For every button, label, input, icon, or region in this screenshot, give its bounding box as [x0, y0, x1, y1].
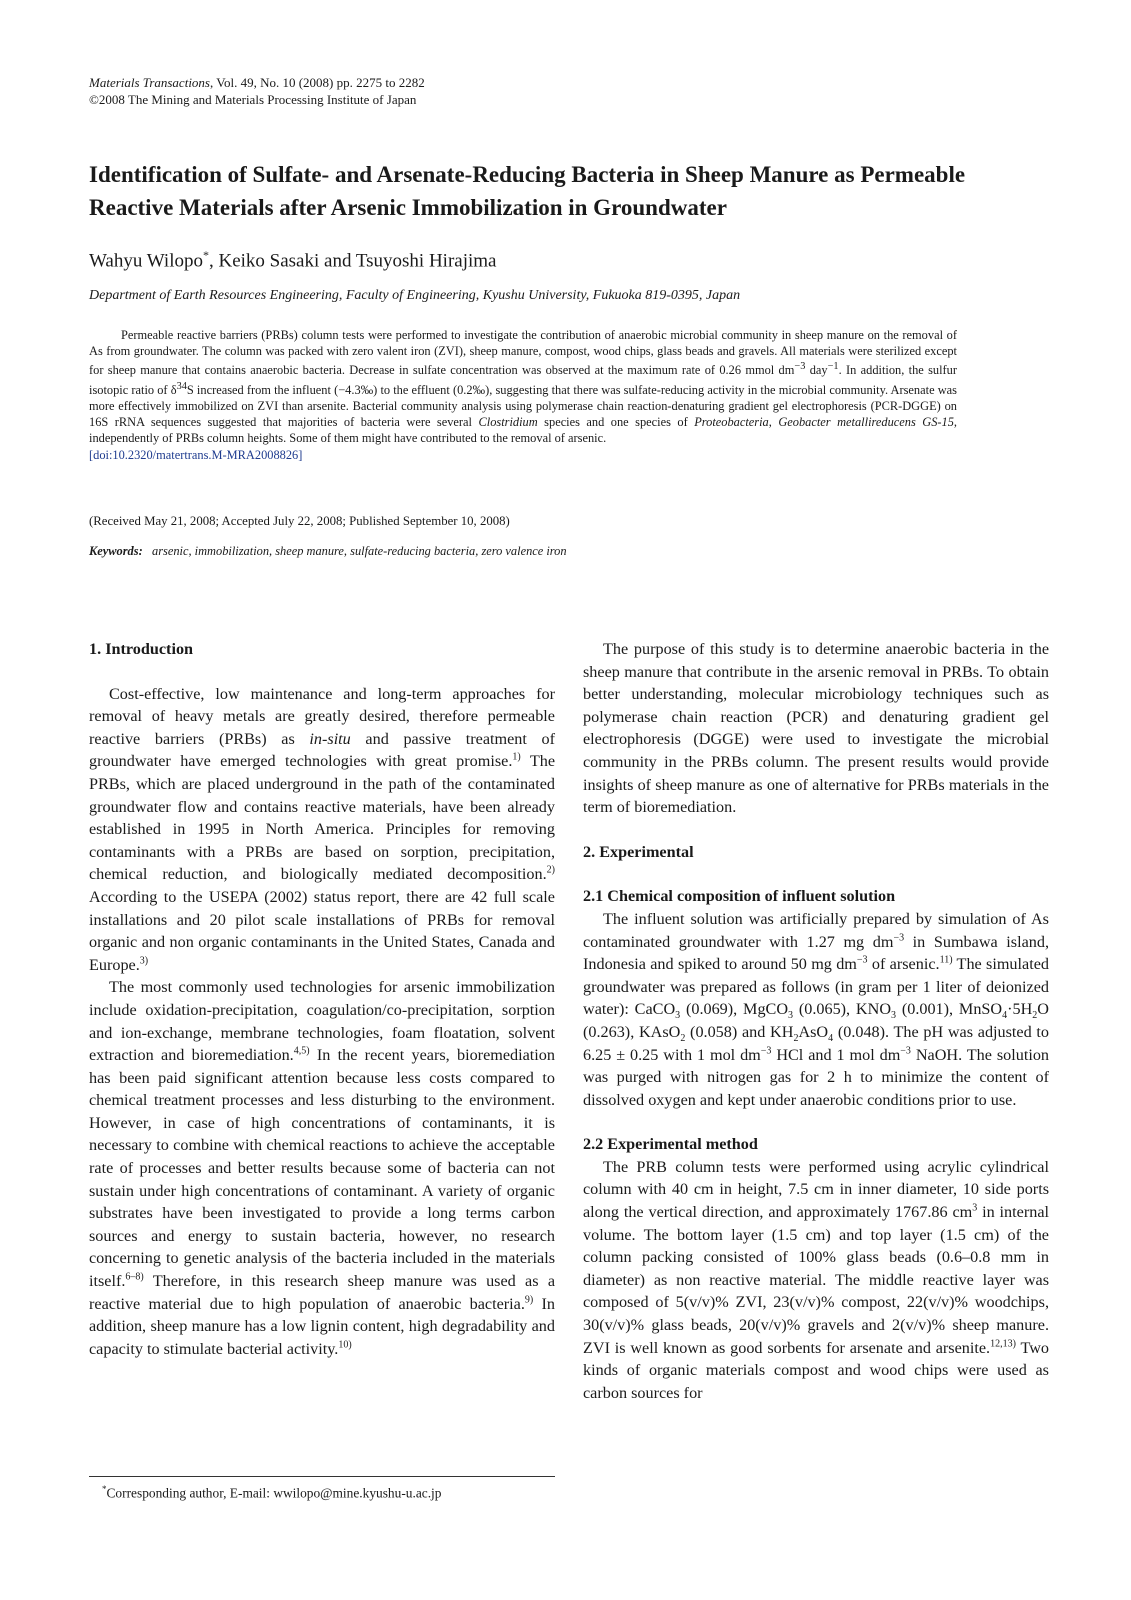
abstract-sup: −3: [794, 361, 806, 373]
body-text: HCl and 1 mol dm: [771, 1045, 901, 1064]
abstract-text: , independently of PRBs column heights. Some of them might have contributed to the removal of arsenic.: [89, 415, 958, 446]
other-authors: , Keiko Sasaki and Tsuyoshi Hirajima: [208, 250, 497, 272]
keywords-text: arsenic, immobilization, sheep manure, sulfate-reducing bacteria, zero valence iron: [152, 544, 567, 558]
journal-header: [89, 74, 425, 108]
body-text: The simulated groundwater was prepared as follows (in gram per 1 liter of deionized water): CaCO: [583, 955, 1049, 1019]
left-column: [89, 638, 555, 1360]
body-text: In addition, sheep manure has a low lignin content, high degradability and capacity to stimulate bacterial activity.: [89, 1294, 556, 1358]
section-heading-experimental: 2. Experimental: [583, 842, 694, 861]
abstract-italic: Clostridium: [478, 415, 538, 430]
affiliation: Department of Earth Resources Engineering, Faculty of Engineering, Kyushu University, Fukuoka 819-0395, Japan: [89, 288, 741, 303]
subscript: 2: [680, 1033, 686, 1045]
subscript: 3: [788, 1010, 794, 1022]
body-text: The PRBs, which are placed underground in the path of the contaminated groundwater flow and contains reactive materials, have been already established in 1995 in North America. Principles for removing contaminants with a PRBs are based on sorption, precipitation, chemical reduction, and biologically mediated decomposition.: [89, 752, 555, 884]
method-paragraph: [583, 1156, 1049, 1405]
body-text: ·5H: [1007, 1000, 1033, 1019]
citation-ref: 9): [524, 1294, 534, 1306]
intro-paragraph-1: [89, 683, 555, 977]
journal-citation: [89, 74, 425, 91]
abstract-italic: Proteobacteria: [694, 415, 769, 430]
citation-ref: 3): [139, 955, 149, 967]
abstract-sup: −1: [827, 361, 839, 373]
journal-name: Materials Transactions: [89, 75, 210, 90]
body-text: (0.001), MnSO: [896, 1000, 1003, 1019]
body-text: Two kinds of organic materials compost and wood chips were used as carbon sources for: [583, 1338, 1049, 1402]
influent-paragraph: [583, 908, 1049, 1111]
body-text: in internal volume. The bottom layer (1.5 cm) and top layer (1.5 cm) of the column packing consisted of 100% glass beads (0.6–0.8 mm in diameter) as non reactive material. The middle reactive layer was composed of 5(v/v)% ZVI, 23(v/v)% compost, 22(v/v)% woodchips, 30(v/v)% glass beads, 20(v/v)% gravels and 2(v/v)% sheep manure. ZVI is well known as good sorbents for arsenate and arsenite.: [583, 1203, 1049, 1357]
keywords: [89, 544, 567, 559]
body-text: (0.065), KNO: [793, 1000, 892, 1019]
citation-ref: 12,13): [990, 1338, 1016, 1350]
authors: [89, 243, 497, 273]
body-text: According to the USEPA (2002) status report, there are 42 full scale installations and 20 pilot scale installations of PRBs for removal organic and non organic contaminants in the United States, Canada and Europe.: [89, 887, 555, 974]
footnote-mark: *: [102, 1484, 107, 1494]
footnote-text: Corresponding author, E-mail: wwilopo@mine.kyushu-u.ac.jp: [106, 1485, 442, 1501]
superscript: 3: [972, 1202, 978, 1214]
corresponding-mark: *: [202, 248, 209, 262]
subsection-heading-2-2: 2.2 Experimental method: [583, 1135, 758, 1154]
subsection-heading-2-1: 2.1 Chemical composition of influent solution: [583, 887, 896, 906]
subscript: 4: [1002, 1010, 1008, 1022]
paper-title: Identification of Sulfate- and Arsenate-Reducing Bacteria in Sheep Manure as Permeable Reactive Materials after Arsenic Immobilization in Groundwater: [89, 162, 966, 220]
section-heading-introduction: 1. Introduction: [89, 640, 194, 658]
purpose-paragraph: The purpose of this study is to determine anaerobic bacteria in the sheep manure that contribute in the arsenic removal in PRBs. To obtain better understanding, molecular microbiology techniques such as polymerase chain reaction (PCR) and denaturing gradient gel electrophoresis (DGGE) were used to investigate the microbial community in the PRBs column. The present results would provide insights of sheep manure as one of alternative for PRBs materials in the term of bioremediation.: [583, 640, 1049, 817]
superscript: −3: [900, 1045, 911, 1057]
body-text: AsO: [798, 1022, 829, 1041]
citation-ref: 10): [338, 1339, 352, 1351]
subscript: 3: [891, 1010, 897, 1022]
volume-info: , Vol. 49, No. 10 (2008) pp. 2275 to 2282: [210, 75, 425, 90]
intro-paragraph-2: [89, 976, 555, 1360]
citation-ref: 4,5): [293, 1045, 310, 1057]
author-wilopo: Wahyu Wilopo: [89, 250, 203, 272]
subscript: 2: [1032, 1010, 1038, 1022]
body-text: The PRB column tests were performed using acrylic cylindrical column with 40 cm in height, 7.5 cm in inner diameter, 10 side ports along the vertical direction, and approximately 1767.86 cm: [583, 1157, 1049, 1222]
body-text: O (0.263), KAsO: [583, 1000, 1049, 1041]
superscript: −3: [893, 932, 905, 944]
body-text: The influent solution was artificially prepared by simulation of As contaminated groundwater with 1.27 mg dm: [583, 909, 1049, 951]
body-text: Cost-effective, low maintenance and long-term approaches for removal of heavy metals are greatly desired, therefore permeable reactive barriers (PRBs) as: [89, 684, 555, 748]
keywords-label: Keywords:: [89, 544, 143, 558]
body-text: NaOH. The solution was purged with nitrogen gas for 2 h to minimize the content of dissolved oxygen and kept under anaerobic conditions prior to use.: [583, 1045, 1050, 1109]
doi-link[interactable]: [doi:10.2320/matertrans.M-MRA2008826]: [89, 447, 303, 462]
abstract-text: day: [805, 363, 828, 378]
received-dates: (Received May 21, 2008; Accepted July 22, 2008; Published September 10, 2008): [89, 514, 510, 528]
abstract-italic: Geobacter metallireducens GS-15: [778, 415, 954, 430]
footnote-divider: [89, 1476, 555, 1477]
citation-ref: 2): [546, 864, 555, 876]
body-text: Therefore, in this research sheep manure was used as a reactive material due to high population of anaerobic bacteria.: [89, 1272, 555, 1313]
subscript: 3: [675, 1010, 681, 1022]
abstract-text: Permeable reactive barriers (PRBs) column tests were performed to investigate the contribution of anaerobic microbial community in sheep manure on the removal of As from groundwater. The column was packed with zero valent iron (ZVI), sheep manure, compost, wood chips, glass beads and gravels. All materials were sterilized except for sheep manure that contains anaerobic bacteria. Decrease in sulfate concentration was observed at the maximum rate of 0.26 mmol dm: [89, 328, 957, 378]
subscript: 2: [793, 1033, 799, 1045]
citation-ref: 11): [939, 954, 953, 966]
footnote: [102, 1484, 441, 1501]
body-text: of arsenic.: [867, 955, 940, 974]
superscript: −3: [760, 1045, 772, 1057]
citation-ref: 1): [512, 751, 521, 763]
abstract-text: ,: [768, 415, 779, 430]
superscript: −3: [856, 954, 868, 966]
copyright: ©2008 The Mining and Materials Processing Institute of Japan: [89, 92, 417, 107]
body-text: In the recent years, bioremediation has been paid significant attention because less costs compared to chemical treatment processes and less disturbing to the environment. However, in case of high concentrations of contaminants, it is necessary to combine with chemical reactions to achieve the acceptable rate of processes and better results because some of bacteria can not sustain under high concentrations of contaminant. A variety of organic substrates have been investigated to provide a long terms carbon sources and energy to sustain bacteria, however, no research concerning to genetic analysis of the bacteria included in the materials itself.: [89, 1046, 555, 1291]
body-text: and passive treatment of groundwater have emerged technologies with great promise.: [89, 729, 555, 771]
abstract-text: S increased from the influent (−4.3‰) to the effluent (0.2‰), suggesting that there was sulfate-reducing activity in the microbial community. Arsenate was more effectively immobilized on ZVI than arsenite. Bacterial community analysis using polymerase chain reaction-denaturing gradient gel electrophoresis (PCR-DGGE) on 16S rRNA sequences suggested that majorities of bacteria were several: [89, 382, 957, 430]
subscript: 4: [828, 1033, 834, 1045]
body-italic: in-situ: [309, 729, 351, 748]
citation-ref: 6–8): [125, 1271, 144, 1283]
body-text: (0.069), MgCO: [680, 1000, 789, 1019]
body-text: in Sumbawa island, Indonesia and spiked to around 50 mg dm: [583, 932, 1049, 974]
body-text: The most commonly used technologies for arsenic immobilization include oxidation-precipitation, coagulation/co-precipitation, sorption and ion-exchange, membrane technologies, foam floatation, solvent extraction and bioremediation.: [89, 978, 555, 1065]
body-text: (0.048). The pH was adjusted to 6.25 ± 0.25 with 1 mol dm: [583, 1022, 1049, 1064]
body-text: (0.058) and KH: [685, 1022, 794, 1041]
right-column: [583, 638, 1049, 1404]
abstract-text: . In addition, the sulfur isotopic ratio of δ: [89, 363, 957, 397]
abstract: [89, 327, 957, 463]
abstract-text: species and one species of: [537, 415, 695, 430]
abstract-sup: 34: [176, 380, 187, 392]
